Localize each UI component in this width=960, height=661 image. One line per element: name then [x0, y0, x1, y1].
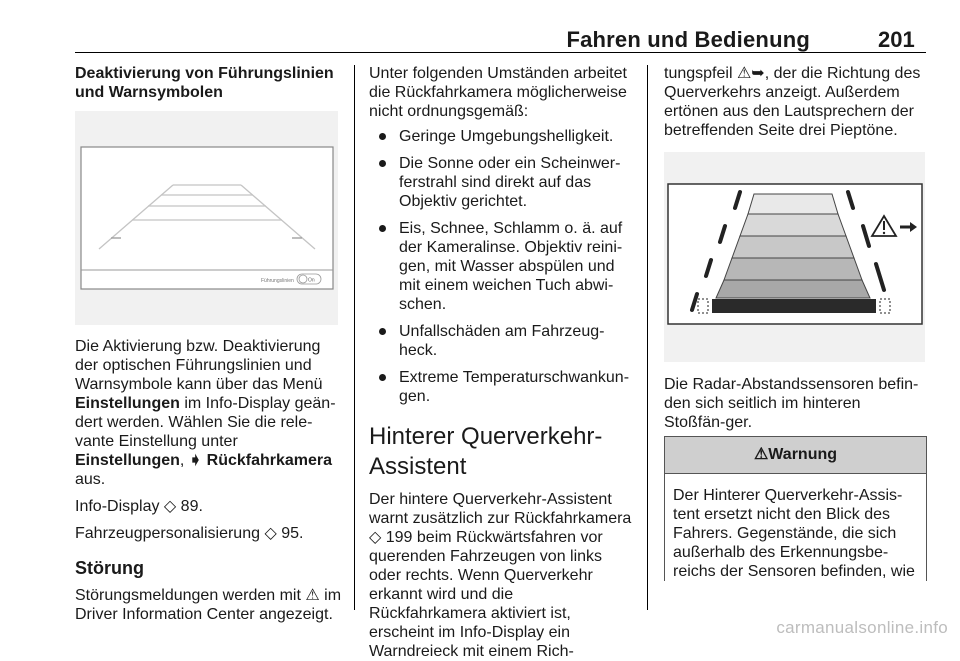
paragraph-radar-sensors: Die Radar-Abstandssensoren befin-den sich seitlich im hinteren Stoßfän-ger. — [664, 376, 919, 431]
paragraph-activation: Die Aktivierung bzw. Deaktivierung der optischen Führungslinien und Warnsymbole kann über das Menü Einstellungen im Info-Display geän-dert werden. Wählen Sie die rele-vante Einstellung unter Einstellungen, ➧ Rückfahrkamera aus. — [75, 338, 336, 488]
section-heading-guidelines: Deaktivierung von Führungslinien und Warnsymbolen — [75, 65, 334, 101]
guidelines-figure — [75, 111, 338, 325]
list-item: Geringe Umgebungshelligkeit. — [369, 127, 634, 146]
column-3-body — [664, 375, 926, 432]
page-reference-icon: ◇ — [163, 498, 181, 515]
guidelines-screen-illustration — [75, 111, 338, 325]
guidelines-setting-label: Führungslinien — [261, 278, 294, 284]
header-title: Fahren und Bedienung — [566, 27, 810, 52]
rear-camera-display-illustration — [664, 152, 925, 362]
watermark: carmanualsonline.info — [776, 618, 948, 637]
header-rule — [75, 52, 926, 53]
page-number: 201 — [878, 27, 915, 52]
paragraph-conditions: Unter folgenden Umständen arbeitet die Rückfahrkamera möglicherweise nicht ordnungsgemäß: — [369, 65, 627, 120]
warning-box-header: ⚠Warnung — [665, 437, 926, 474]
warning-box — [664, 436, 927, 581]
page-reference-icon: ◇ — [264, 525, 282, 542]
column-3 — [664, 64, 926, 140]
column-1-body — [75, 337, 345, 624]
section-heading-fault: Störung — [75, 558, 144, 578]
paragraph-direction-arrow: tungspfeil ⚠➥, der die Richtung des Querverkehrs anzeigt. Außerdem ertönen aus den Lautsprechern der betreffenden Seite drei Pieptöne. — [664, 65, 921, 139]
column-1 — [75, 64, 343, 102]
warning-triangle-arrow-icon: ⚠➥ — [736, 65, 765, 82]
column-divider-2 — [647, 65, 648, 610]
page-reference-icon: ◇ — [369, 529, 386, 546]
paragraph-rear-cross-traffic: Der hintere Querverkehr-Assistent warnt zusätzlich zur Rückfahrkamera ◇ 199 beim Rückwärtsfahren vor querenden Fahrzeugen von links oder rechts. Wenn Querverkehr erkannt wird und die Rückfahrkamera aktiviert ist, erscheint im Info-Display ein Warndreieck mit einem Rich- — [369, 491, 632, 660]
conditions-list — [369, 127, 634, 406]
warning-triangle-icon: ⚠ — [305, 587, 320, 604]
list-item: Die Sonne oder ein Scheinwer-ferstrahl sind direkt auf das Objektiv gerichtet. — [369, 154, 634, 211]
guidelines-toggle-state: On — [308, 277, 315, 284]
paragraph-fault: Störungsmeldungen werden mit ⚠ im Driver Information Center angezeigt. — [75, 587, 342, 623]
warning-triangle-icon: ⚠ — [753, 446, 769, 463]
list-item: Unfallschäden am Fahrzeug-heck. — [369, 322, 634, 360]
list-item: Eis, Schnee, Schlamm o. ä. auf der Kameralinse. Objektiv reini-gen, mit Wasser abspülen und mit einem weichen Tuch abwi-schen. — [369, 219, 634, 314]
column-2 — [369, 64, 634, 661]
section-heading-rear-cross-traffic: Hinterer Querverkehr-Assistent — [369, 423, 603, 480]
reference-personalisation: Fahrzeugpersonalisierung ◇ 95. — [75, 525, 304, 542]
column-divider-1 — [354, 65, 355, 610]
reference-arrow-icon: ➧ — [188, 452, 207, 469]
reference-info-display: Info-Display ◇ 89. — [75, 498, 203, 515]
warning-box-text: Der Hinterer Querverkehr-Assis-tent ersetzt nicht den Blick des Fahrers. Gegenstände, die sich außerhalb des Erkennungsbe-reichs der Sensoren befinden, wie — [673, 487, 915, 580]
rear-cross-traffic-figure — [664, 152, 925, 362]
list-item: Extreme Temperaturschwankun-gen. — [369, 368, 634, 406]
